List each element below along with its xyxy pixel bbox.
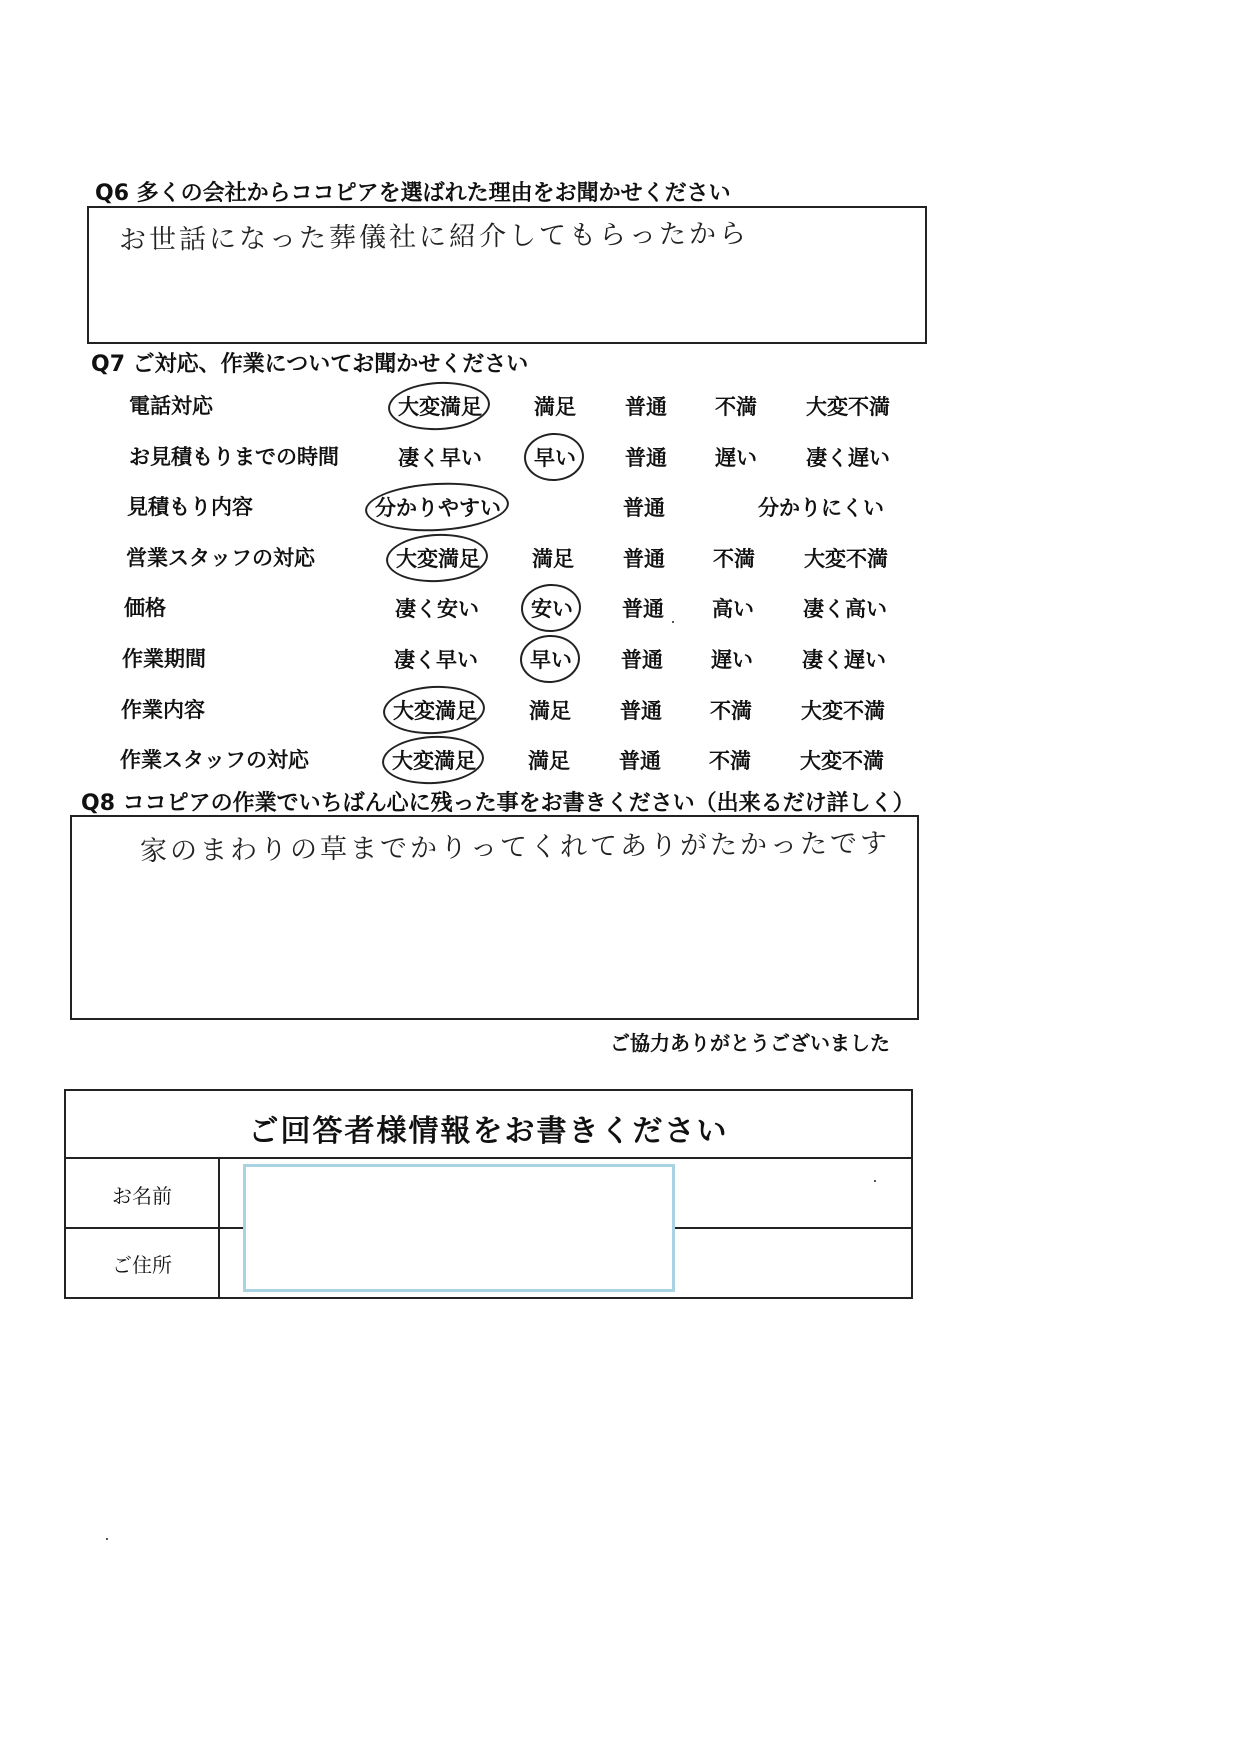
- q7-option-selected[interactable]: 大変満足: [396, 543, 480, 573]
- q7-option[interactable]: 満足: [532, 546, 574, 571]
- q7-option[interactable]: 普通: [625, 395, 667, 419]
- address-label: ご住所: [112, 1253, 172, 1277]
- q7-option[interactable]: 不満: [709, 749, 751, 774]
- q7-option[interactable]: 満足: [534, 395, 576, 419]
- q8-title: Q8 ココピアの作業でいちばん心に残った事をお書きください（出来るだけ詳しく）: [81, 791, 915, 816]
- q7-option[interactable]: 凄く高い: [803, 597, 887, 622]
- scan-speck: [672, 621, 674, 623]
- q7-option[interactable]: 普通: [622, 597, 664, 622]
- q7-option[interactable]: 凄く安い: [395, 597, 479, 622]
- q7-option[interactable]: 遅い: [715, 445, 757, 470]
- q7-option[interactable]: 分かりにくい: [758, 496, 884, 521]
- q7-option[interactable]: 普通: [623, 546, 665, 571]
- q7-option[interactable]: 不満: [710, 698, 752, 723]
- q7-option-selected[interactable]: 大変満足: [392, 745, 476, 775]
- redaction-box: [243, 1164, 675, 1292]
- q6-handwritten-answer: お世話になった葬儀社に紹介してもらったから: [118, 218, 750, 256]
- q7-row-label: 作業期間: [122, 647, 206, 671]
- q7-row-label: 見積もり内容: [127, 495, 253, 520]
- q7-row-label: 作業スタッフの対応: [120, 748, 309, 773]
- q7-option[interactable]: 高い: [712, 597, 754, 622]
- q7-title: Q7 ご対応、作業についてお聞かせください: [91, 352, 529, 377]
- q7-option[interactable]: 大変不満: [806, 395, 890, 419]
- q7-option-selected[interactable]: 分かりやすい: [375, 492, 501, 522]
- scan-speck: [874, 1180, 876, 1182]
- q7-option-selected[interactable]: 大変満足: [398, 391, 482, 421]
- q7-row-label: 価格: [124, 596, 166, 621]
- q7-option[interactable]: 大変不満: [804, 546, 888, 571]
- q7-option-selected[interactable]: 早い: [530, 644, 572, 674]
- q7-option-selected[interactable]: 大変満足: [393, 695, 477, 725]
- q7-option[interactable]: 満足: [529, 698, 571, 723]
- thanks-message: ご協力ありがとうございました: [610, 1031, 890, 1055]
- q7-option[interactable]: 凄く早い: [394, 648, 478, 672]
- q7-option[interactable]: 凄く遅い: [802, 648, 886, 672]
- q6-answer-box[interactable]: [87, 206, 927, 344]
- q7-option[interactable]: 普通: [619, 749, 661, 774]
- q7-row-label: 電話対応: [129, 394, 213, 418]
- q7-option[interactable]: 普通: [623, 496, 665, 521]
- q7-option[interactable]: 普通: [621, 648, 663, 672]
- q6-title: Q6 多くの会社からココピアを選ばれた理由をお聞かせください: [95, 181, 731, 206]
- respondent-info-title: ご回答者様情報をお書きください: [248, 1114, 729, 1149]
- q7-option[interactable]: 不満: [713, 546, 755, 571]
- scan-speck: [106, 1538, 108, 1540]
- q7-option[interactable]: 普通: [625, 445, 667, 470]
- q8-answer-box[interactable]: [70, 815, 919, 1020]
- q7-option[interactable]: 大変不満: [800, 749, 884, 774]
- q7-row-label: お見積もりまでの時間: [129, 444, 339, 469]
- q7-option-selected[interactable]: 安い: [531, 593, 573, 623]
- q7-option[interactable]: 大変不満: [801, 698, 885, 723]
- q7-row-label: 作業内容: [121, 697, 205, 722]
- name-label: お名前: [112, 1184, 172, 1208]
- q7-option[interactable]: 不満: [715, 395, 757, 419]
- q7-option[interactable]: 普通: [620, 698, 662, 723]
- q7-option[interactable]: 満足: [528, 749, 570, 774]
- q7-row-label: 営業スタッフの対応: [126, 545, 315, 570]
- q7-option-selected[interactable]: 早い: [534, 442, 576, 472]
- q7-option[interactable]: 凄く遅い: [806, 445, 890, 470]
- q7-option[interactable]: 凄く早い: [398, 445, 482, 470]
- q7-option[interactable]: 遅い: [711, 648, 753, 672]
- q8-handwritten-answer: 家のまわりの草までかりってくれてありがたかったです: [139, 828, 891, 867]
